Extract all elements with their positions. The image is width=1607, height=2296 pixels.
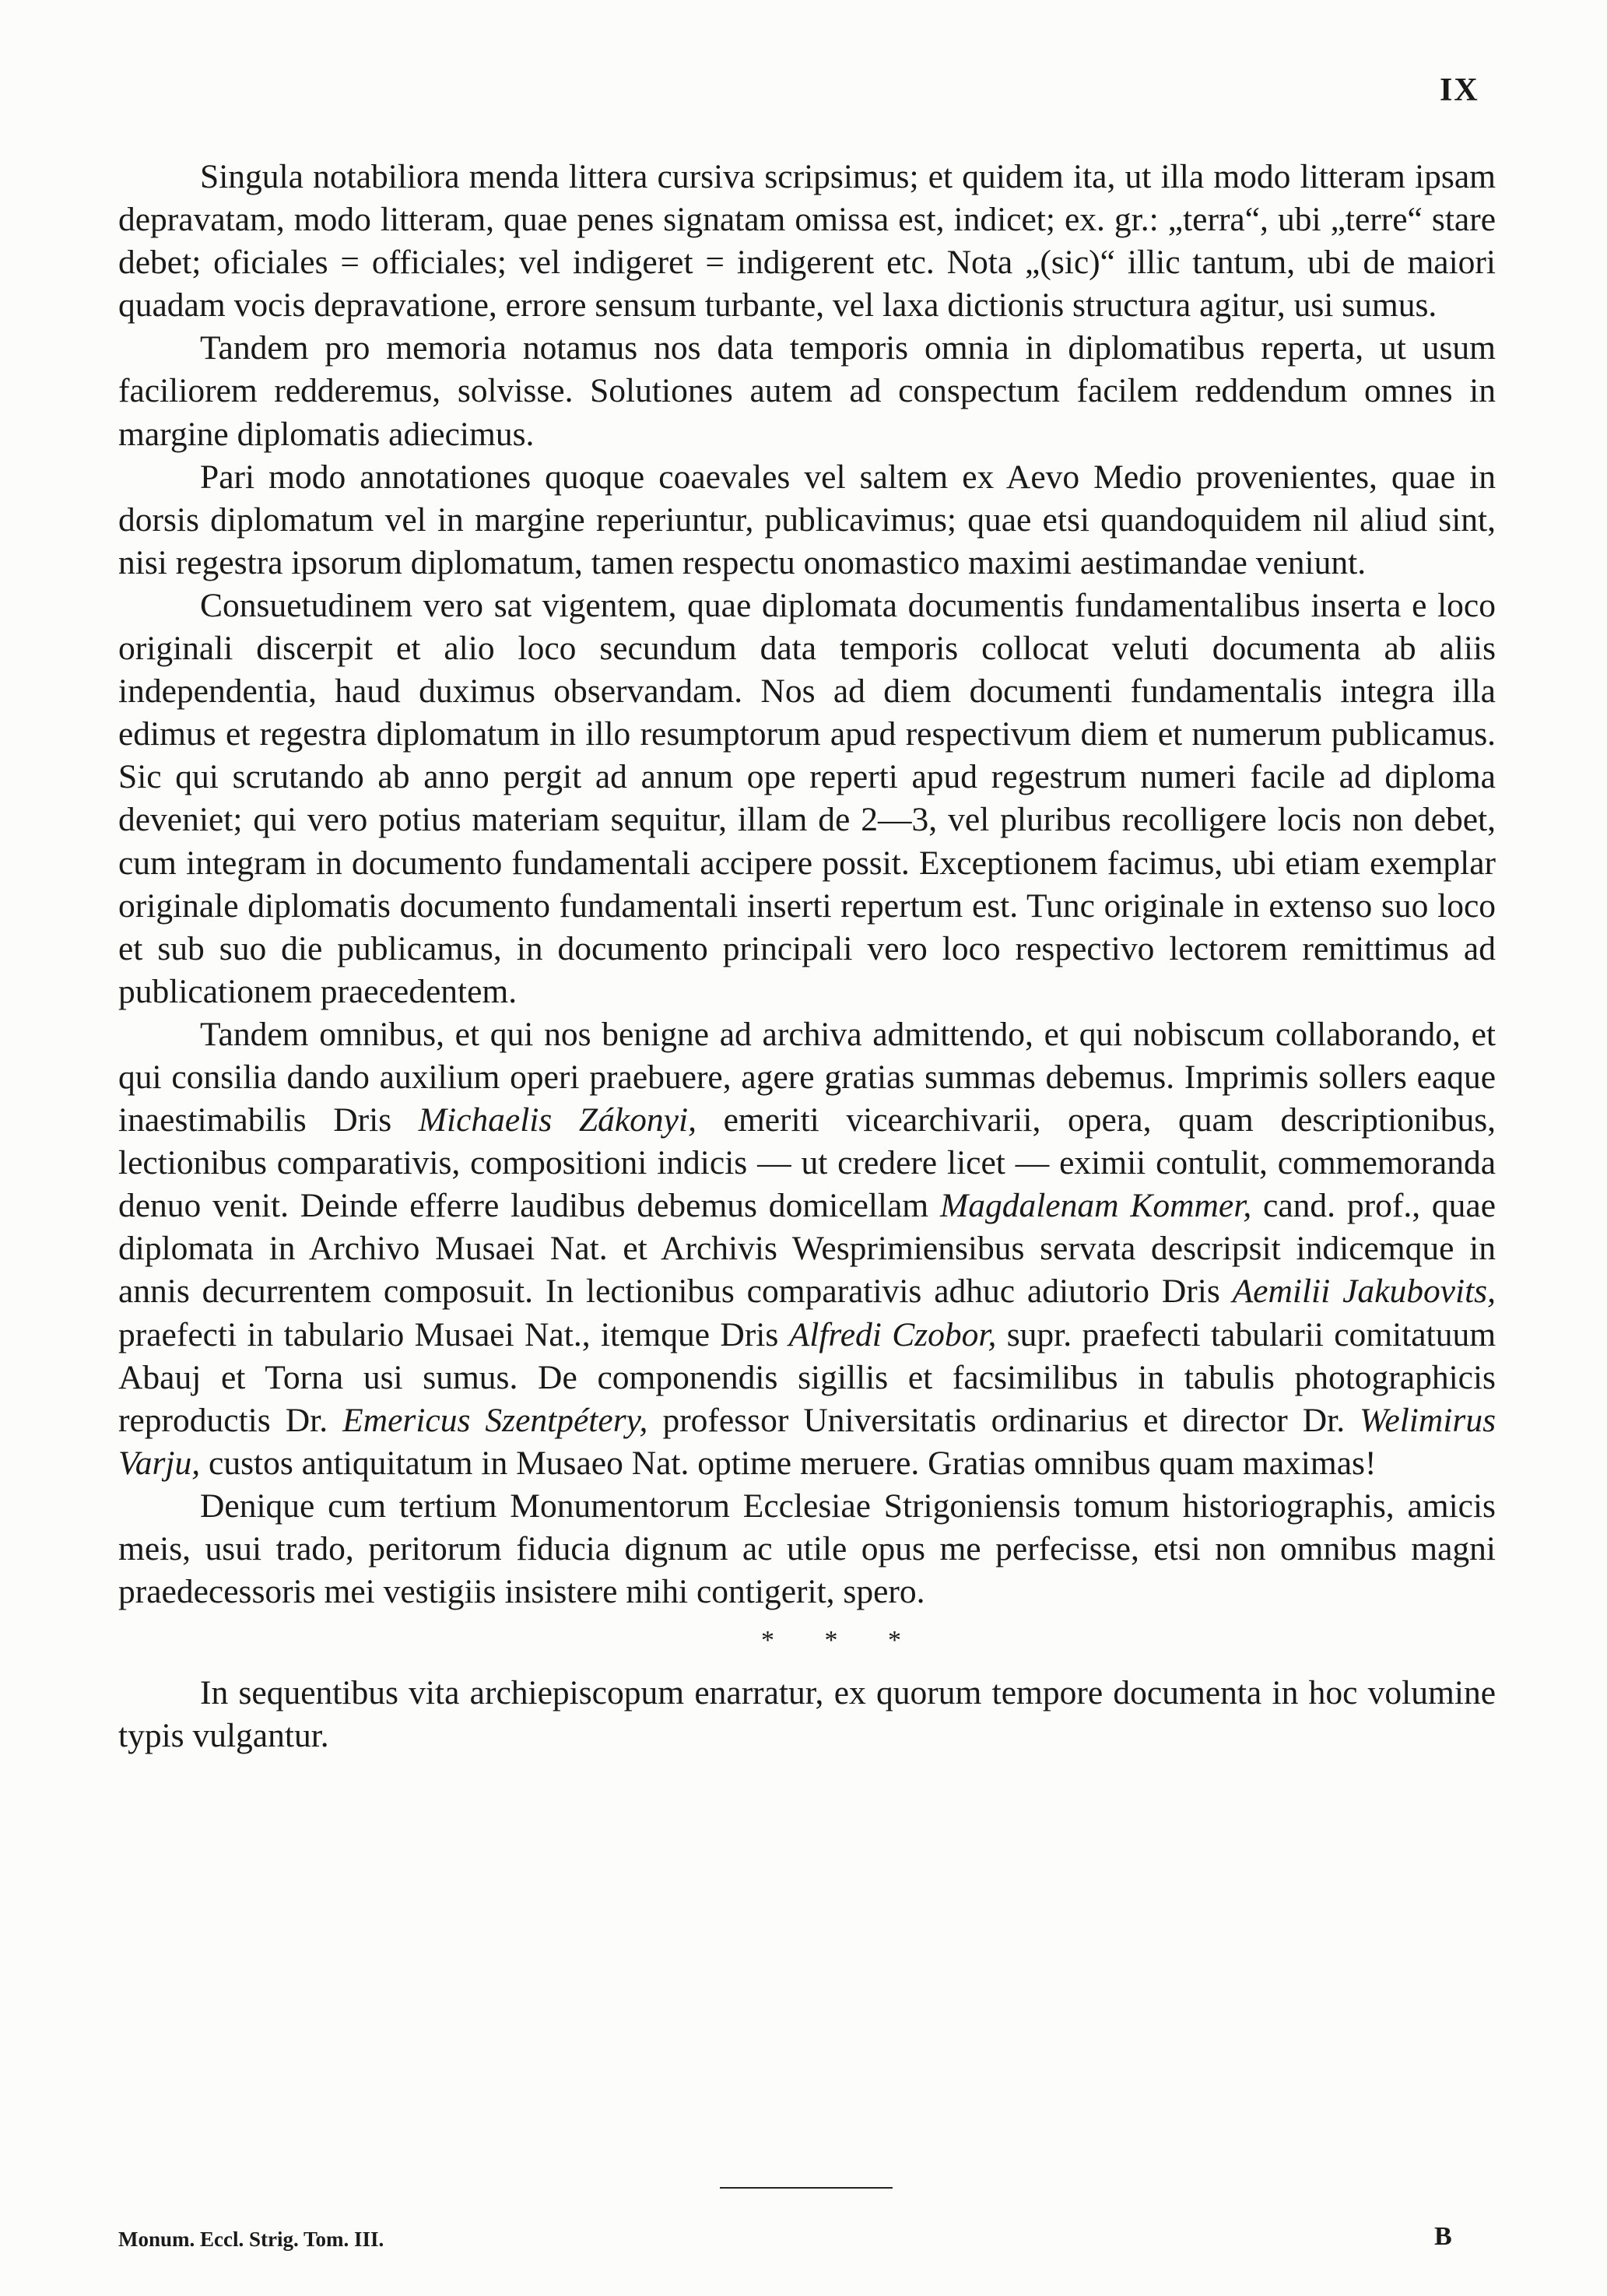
paragraph-closing: Denique cum tertium Monumentorum Ecclesiae Strigoniensis tomum historiographis, amicis meis, usui trado, peritorum fiducia dignum ac utile opus me perfecisse, etsi non omnibus magni praedecessoris mei vestigiis insistere mihi contigerit, spero. xyxy=(118,1487,1496,1611)
text-segment: professor Universitatis ordinarius et director Dr. xyxy=(647,1401,1360,1439)
text-segment: Tandem omnibus, et qui nos benigne ad archiva admittendo, et qui nobiscum collaborando, et qui consilia dando auxilium operi praebuere, agere gratias summas debemus. Imprimis sollers eaque inaestimabilis Dris xyxy=(118,1015,1496,1139)
page-number: IX xyxy=(1440,72,1479,108)
footer-signature: Monum. Eccl. Strig. Tom. III. xyxy=(118,2228,384,2251)
person-name: Welimirus Varju, xyxy=(118,1401,1496,1482)
person-name: Emericus Szentpétery, xyxy=(342,1401,648,1439)
text-segment: emeriti vicearchivarii, opera, quam descriptionibus, lectionibus comparativis, compositioni indicis — ut credere licet — eximii contulit, commemoranda denuo venit. Deinde efferre laudibus debemus domicellam xyxy=(118,1101,1496,1225)
person-name: Alfredi Czobor, xyxy=(788,1315,997,1353)
paragraph-acknowledgements xyxy=(118,1013,1496,1485)
person-name: Magdalenam Kommer, xyxy=(939,1187,1252,1225)
paragraph-annotations: Pari modo annotationes quoque coaevales vel saltem ex Aevo Medio provenientes, quae in dorsis diplomatum vel in margine reperiuntur, publicavimus; quae etsi quandoquidem nil aliud sint, nisi regestra ipsorum diplomatum, tamen respectu onomastico maximi aestimandae veniunt. xyxy=(118,458,1496,581)
body-text xyxy=(118,156,1496,1757)
person-name: Michaelis Zákonyi, xyxy=(418,1101,696,1139)
text-segment: cand. prof., quae diplomata in Archivo Musaei Nat. et Archivis Wesprimiensibus servata descripsit indicemque in annis decurrentem composuit. In lectionibus comparativis adhuc adiutorio Dris xyxy=(118,1187,1496,1311)
paragraph-archbishops-intro: In sequentibus vita archiepiscopum enarratur, ex quorum tempore documenta in hoc volumine typis vulgantur. xyxy=(118,1674,1496,1755)
text-segment: custos antiquitatum in Musaeo Nat. optime meruere. Gratias omnibus quam maximas! xyxy=(200,1444,1377,1482)
footer-gathering-mark: B xyxy=(1434,2222,1452,2251)
person-name: Aemilii Jakubovits, xyxy=(1232,1273,1496,1311)
text-segment: praefecti in tabulario Musaei Nat., itemque Dris xyxy=(118,1315,789,1353)
text-segment: supr. praefecti tabularii comitatuum Abauj et Torna usi sumus. De componendis sigillis et facsimilibus in tabulis photographicis reproductis Dr. xyxy=(118,1315,1496,1439)
paragraph-inserted-documents: Consuetudinem vero sat vigentem, quae diplomata documentis fundamentalibus inserta e loco originali discerpit et alio loco secundum data temporis collocat veluti documenta ab aliis independentia, haud duximus observandam. Nos ad diem documenti fundamentalis integra illa edimus et regestra diplomatum in illo resumptorum apud respectivum diem et numerum publicamus. Sic qui scrutando ab anno pergit ad annum ope reperti apud regestrum numeri facile ad diploma deveniet; qui vero potius materiam sequitur, illam de 2—3, vel pluribus recolligere locis non debet, cum integram in documento fundamentali accipere possit. Exceptionem facimus, ubi etiam exemplar originale diplomatis documento fundamentali inserti repertum est. Tunc originale in extenso suo loco et sub suo die publicamus, in documento principali vero loco respectivo lectorem remittimus ad publicationem praecedentem. xyxy=(118,586,1496,1010)
paragraph-dates-note: Tandem pro memoria notamus nos data temporis omnia in diplomatibus reperta, ut usum faciliorem redderemus, solvisse. Solutiones autem ad conspectum facilem reddendum omnes in margine diplomatis adiecimus. xyxy=(118,329,1496,453)
footer-rule xyxy=(720,2187,893,2189)
section-separator: * * * xyxy=(761,1626,923,1655)
paragraph-errata-note: Singula notabiliora menda littera cursiva scripsimus; et quidem ita, ut illa modo litteram ipsam depravatam, modo litteram, quae penes signatam omissa est, indicet; ex. gr.: „terra“, ubi „terre“ stare debet; oficiales = officiales; vel indigeret = indigerent etc. Nota „(sic)“ illic tantum, ubi de maiori quadam vocis depravatione, errore sensum turbante, vel laxa dictionis structura agitur, usi sumus. xyxy=(118,158,1496,325)
